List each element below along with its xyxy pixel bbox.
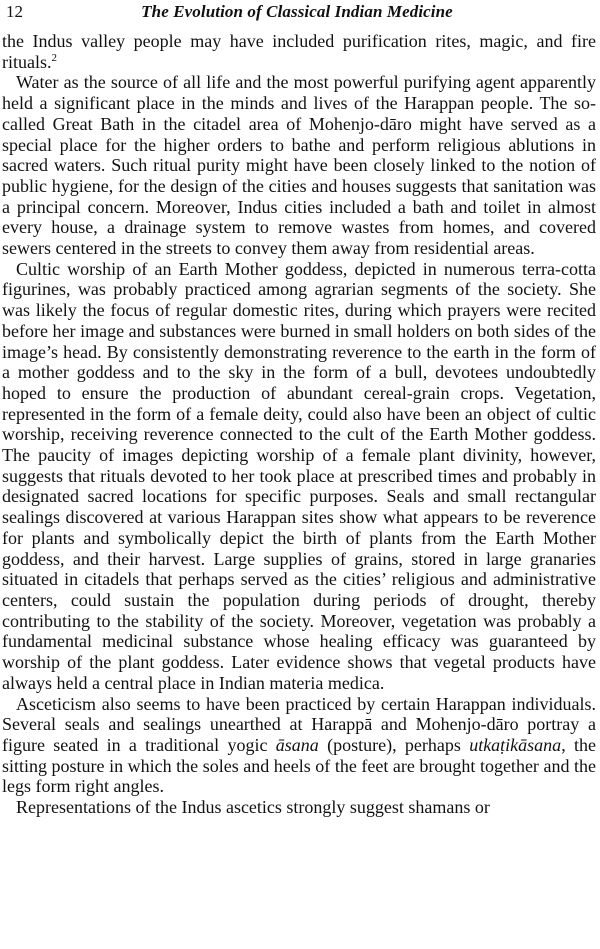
running-header bbox=[2, 0, 596, 25]
running-title: The Evolution of Classical Indian Medicine bbox=[141, 2, 453, 21]
paragraph-text: (posture), perhaps bbox=[318, 734, 470, 755]
paragraph-ascetics: Representations of the Indus ascetics strongly suggest shamans or bbox=[16, 797, 490, 818]
paragraph-asceticism bbox=[2, 694, 596, 798]
italic-term-asana: āsana bbox=[275, 734, 319, 755]
paragraph-text: Asceticism also seems to have been practiced by certain Harappan individuals. Several seals and sealings unearthed at Harappā and Mohenjo-dāro portray a figure seated in a traditional yogic bbox=[2, 693, 596, 755]
paragraph-earth-mother: Cultic worship of an Earth Mother goddess, depicted in numerous terra-cotta figurines, was probably practiced among agrarian segments of the society. She was likely the focus of regular domestic rites, during which prayers were recited before her image and substances were burned in small holders on both sides of the image’s head. By consistently demonstrating reverence to the earth in the form of a mother goddess and to the sky in the form of a bull, devotees undoubtedly hoped to ensure the production of abundant cereal-grain crops. Vegetation, represented in the form of a female deity, could also have been an object of cultic worship, receiving reverence connected to the cult of the Earth Mother goddess. The paucity of images depicting worship of a female plant divinity, however, suggests that rituals devoted to her took place at prescribed times and probably in designated sacred locations for specific purposes. Seals and small rectangular sealings discovered at various Harappan sites show what appears to be reverence for plants and symbolically depict the birth of plants from the Earth Mother goddess, and their harvest. Large supplies of grains, stored in large granaries situated in citadels that perhaps served as the cities’ religious and administrative centers, could sustain the population during periods of drought, thereby contributing to the stability of the society. Moreover, vegetation was probably a fundamental medicinal substance whose healing efficacy was guaranteed by worship of the plant goddess. Later evidence shows that vegetal products have always held a central place in Indian materia medica. bbox=[2, 258, 596, 693]
paragraph-water: Water as the source of all life and the most powerful purifying agent apparently held a significant place in the minds and lives of the Harappan people. The so-called Great Bath in the citadel area of Mohenjo-dāro might have served as a special place for the higher orders to bathe and perform religious ablutions in sacred waters. Such ritual purity might have been closely linked to the notion of public hygiene, for the design of the cities and houses suggests that sanitation was a principal concern. Moreover, Indus cities included a bath and toilet in almost every house, a drainage system to remove wastes from homes, and covered sewers centered in the streets to convey them away from residential areas. bbox=[2, 72, 596, 259]
body-text bbox=[2, 25, 596, 818]
italic-term-utkatikasana: utkaṭikāsana bbox=[469, 734, 562, 755]
paragraph-text: the Indus valley people may have included purification rites, magic, and fire rituals. bbox=[2, 31, 596, 72]
page-number: 12 bbox=[6, 2, 23, 21]
paragraph-text: , the sitting posture in which the soles and heels of the feet are brought together and the legs form right angles. bbox=[2, 734, 596, 797]
paragraph-continuation bbox=[2, 31, 596, 72]
footnote-reference: 2 bbox=[51, 51, 57, 64]
book-page bbox=[2, 0, 596, 949]
